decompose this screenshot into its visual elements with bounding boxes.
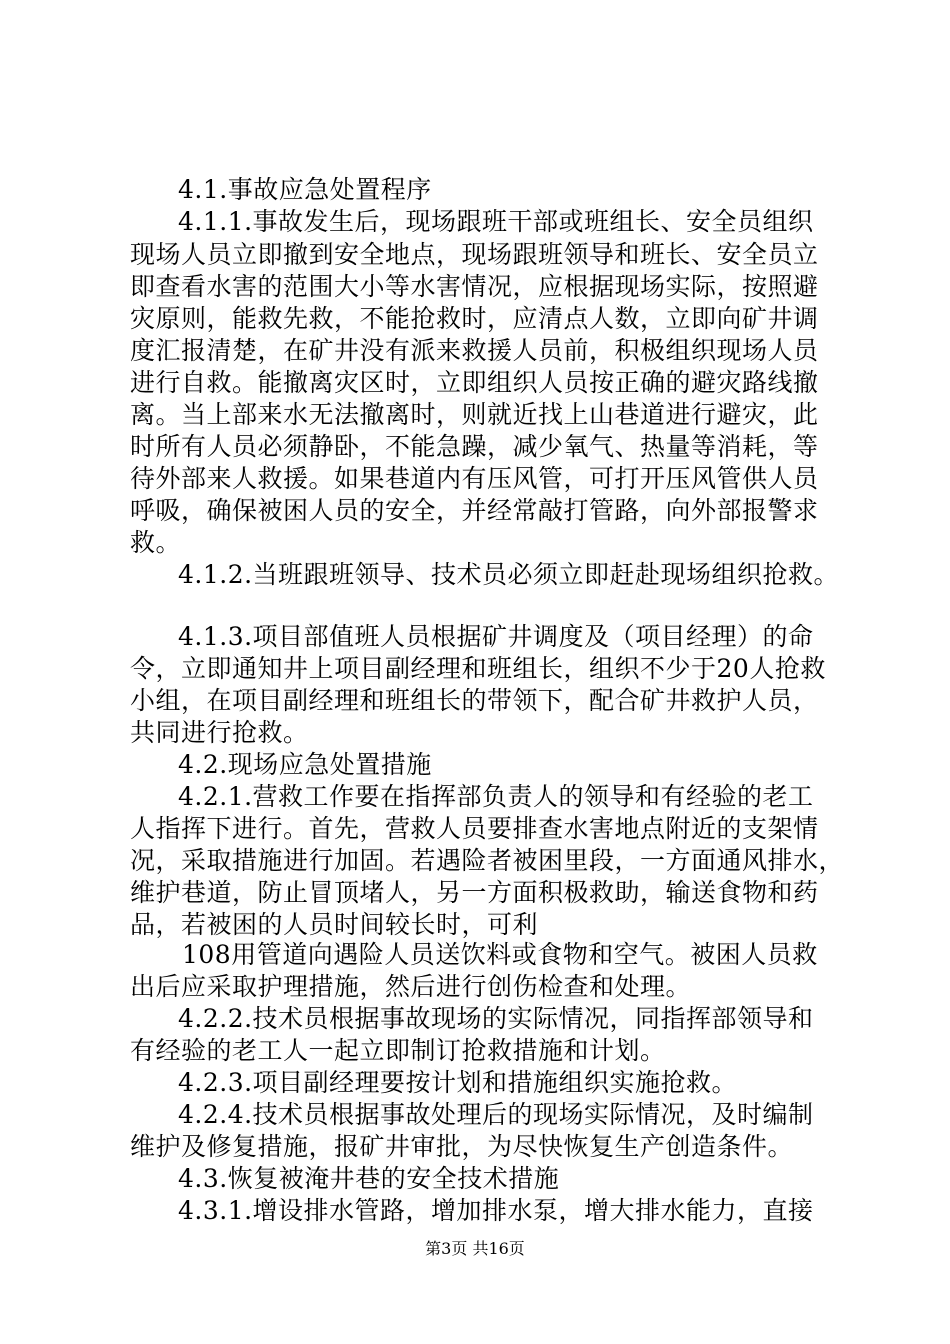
paragraph-line: 4.2.3.项目副经理要按计划和措施组织实施抢救。 [178,1068,738,1097]
paragraph-line: 共同进行抢救。 [130,718,309,747]
paragraph-line: 维护及修复措施，报矿井审批，为尽快恢复生产创造条件。 [130,1132,794,1161]
paragraph-line: 人指挥下进行。首先，营救人员要排查水害地点附近的支架情 [130,814,819,843]
paragraph-line: 小组，在项目副经理和班组长的带领下，配合矿井救护人员， [130,686,819,715]
paragraph-line: 令，立即通知井上项目副经理和班组长，组织不少于20人抢救 [130,654,826,683]
section-heading: 4.2.现场应急处置措施 [178,750,432,779]
paragraph-line: 时所有人员必须静卧，不能急躁，减少氧气、热量等消耗，等 [130,432,819,461]
paragraph-line: 待外部来人救援。如果巷道内有压风管，可打开压风管供人员 [130,464,819,493]
paragraph-line: 4.1.2.当班跟班领导、技术员必须立即赶赴现场组织抢救。 [178,560,840,589]
paragraph-line: 呼吸，确保被困人员的安全，并经常敲打管路，向外部报警求 [130,496,819,525]
paragraph-line: 即查看水害的范围大小等水害情况，应根据现场实际，按照避 [130,272,819,301]
section-heading: 4.3.恢复被淹井巷的安全技术措施 [178,1164,560,1193]
paragraph-line: 品，若被困的人员时间较长时，可利 [130,910,539,939]
paragraph-line: 4.2.1.营救工作要在指挥部负责人的领导和有经验的老工 [178,782,814,811]
paragraph-line: 离。当上部来水无法撤离时，则就近找上山巷道进行避灾，此 [130,400,819,429]
paragraph-line: 有经验的老工人一起立即制订抢救措施和计划。 [130,1036,666,1065]
paragraph-line: 进行自救。能撤离灾区时，立即组织人员按正确的避灾路线撤 [130,368,819,397]
paragraph-line: 灾原则，能救先救，不能抢救时，应清点人数，立即向矿井调 [130,304,819,333]
paragraph-line: 出后应采取护理措施，然后进行创伤检查和处理。 [130,972,692,1001]
paragraph-line: 救。 [130,528,182,557]
paragraph-line: 4.2.4.技术员根据事故处理后的现场实际情况，及时编制 [178,1100,814,1129]
paragraph-line: 108用管道向遇险人员送饮料或食物和空气。被困人员救 [182,940,818,969]
section-heading: 4.1.事故应急处置程序 [178,175,432,204]
paragraph-line: 度汇报清楚，在矿井没有派来救援人员前，积极组织现场人员 [130,336,819,365]
paragraph-line: 4.2.2.技术员根据事故现场的实际情况，同指挥部领导和 [178,1004,814,1033]
paragraph-line: 现场人员立即撤到安全地点，现场跟班领导和班长、安全员立 [130,240,819,269]
paragraph-line: 4.1.3.项目部值班人员根据矿井调度及（项目经理）的命 [178,622,814,651]
paragraph-line: 况，采取措施进行加固。若遇险者被困里段，一方面通风排水， [130,846,845,875]
paragraph-line: 维护巷道，防止冒顶堵人，另一方面积极救助，输送食物和药 [130,878,819,907]
paragraph-line: 4.1.1.事故发生后，现场跟班干部或班组长、安全员组织 [178,207,814,236]
paragraph-line: 4.3.1.增设排水管路，增加排水泵，增大排水能力，直接 [178,1196,814,1225]
page-number-footer: 第3页 共16页 [425,1239,525,1258]
